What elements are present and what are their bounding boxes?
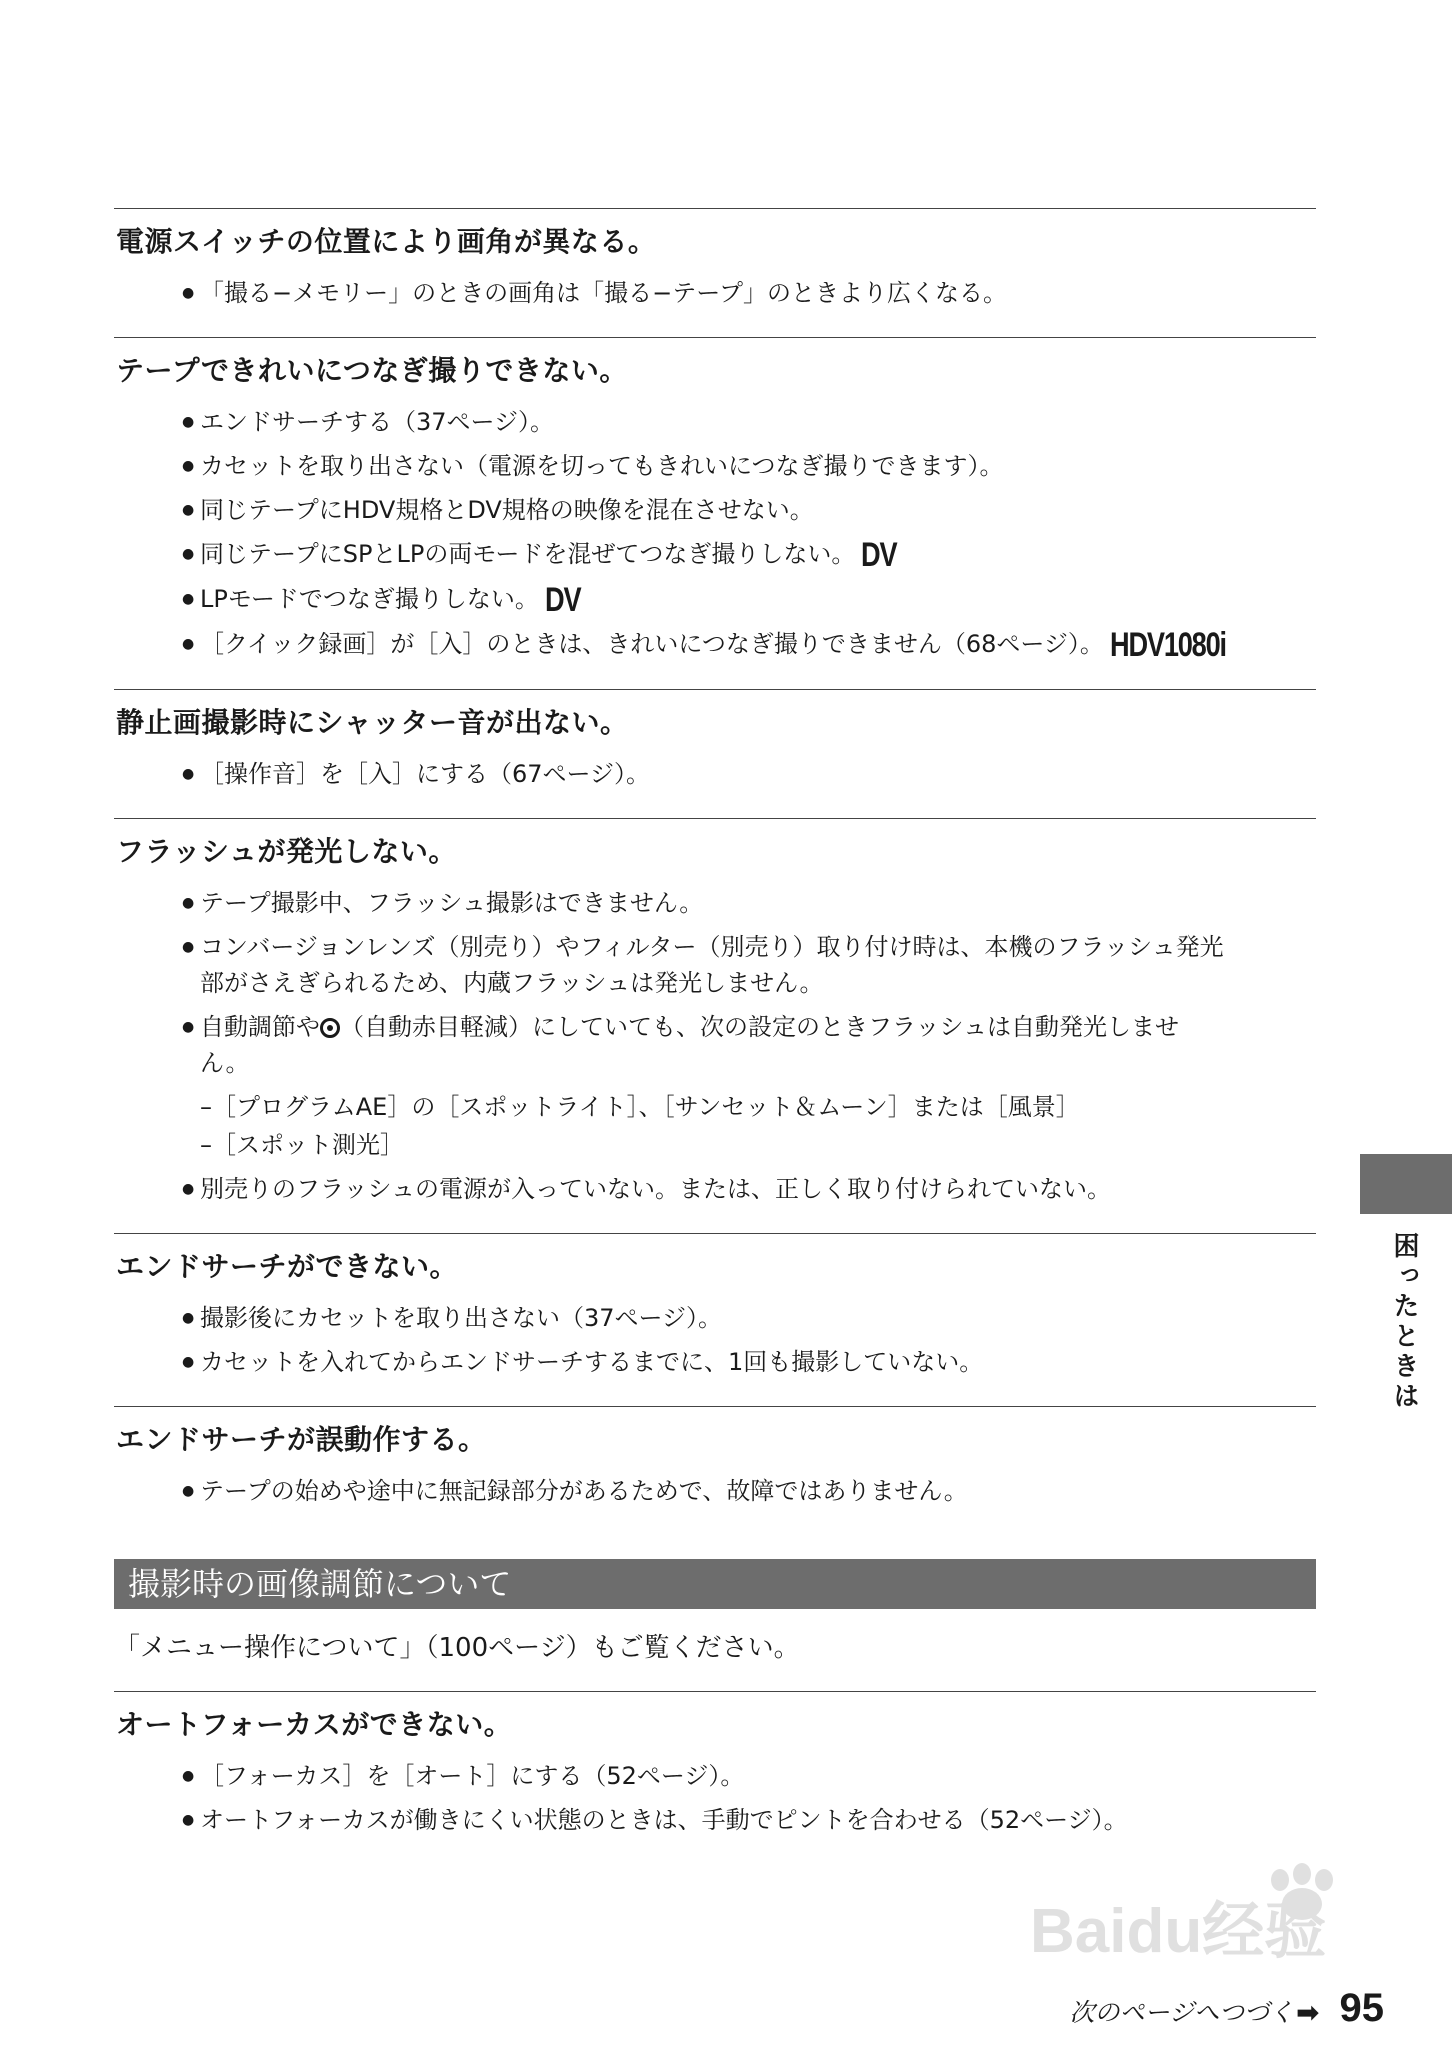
list-item [182,448,1316,484]
section [114,1233,1316,1380]
section-title: エンドサーチができない。 [116,1250,459,1283]
section-title: フラッシュが発光しない。 [116,835,457,868]
list-item [182,492,1316,528]
section-heading-bar: 撮影時の画像調節について [114,1559,1316,1609]
item-text: ［操作音］を［入］にする（67ページ）。 [200,760,651,788]
item-text: （自動赤目軽減）にしていても、次の設定のときフラッシュは自動発光しませ [340,1013,1180,1041]
section [114,1406,1316,1509]
continue-text: 次のページへつづく [1069,1998,1295,2027]
arrow-right-icon: ➡ [1296,1996,1320,2029]
list-item [182,404,1316,440]
list-item [182,929,1316,1001]
item-text: カセットを取り出さない（電源を切ってもきれいにつなぎ撮りできます）。 [200,452,1004,480]
list-item [182,1802,1316,1838]
section-title: テープできれいにつなぎ撮りできない。 [116,354,628,387]
list-item [182,1300,1316,1336]
bullet-list [114,885,1316,1207]
sub-item: –［プログラムAE］の［スポットライト］、［サンセット＆ムーン］または［風景］ [200,1093,1080,1121]
list-item [182,536,1316,573]
list-item [182,1758,1316,1794]
item-text: 自動調節や [200,1013,320,1041]
item-text: 「撮る−メモリー」のときの画角は「撮る−テープ」のときより広くなる。 [200,279,1008,307]
list-item [182,1344,1316,1380]
section-title: エンドサーチが誤動作する。 [116,1423,487,1456]
section-title: オートフォーカスができない。 [116,1708,513,1741]
item-text: 撮影後にカセットを取り出さない（37ページ）。 [200,1304,723,1332]
page-number: 95 [1339,1986,1384,2030]
list-item [182,1473,1316,1509]
item-text: 部がさえぎられるため、内蔵フラッシュは発光しません。 [200,969,824,997]
item-text: ［クイック録画］が［入］のときは、きれいにつなぎ撮りできません（68ページ）。 [200,630,1104,658]
list-item: ● 別売りのフラッシュの電源が入っていない。または、正しく取り付けられていない。 [182,1171,1316,1207]
watermark-logo [1030,1860,1360,1970]
section-title: 電源スイッチの位置により画角が異なる。 [116,225,657,258]
bullet-list [114,275,1316,311]
top-sections [114,208,1316,792]
list-item [182,581,1316,618]
intro-text: 「メニュー操作について」（100ページ）もご覧ください。 [114,1633,800,1663]
section [114,1691,1316,1838]
section [114,337,1316,663]
side-tab [1360,1154,1452,1214]
page-footer [1070,1988,1384,2028]
watermark-text: Baidu经验 [1030,1897,1327,1966]
item-text: 同じテープにSPとLPの両モードを混ぜてつなぎ撮りしない。 [200,540,856,568]
item-text: ［フォーカス］を［オート］にする（52ページ）。 [200,1762,745,1790]
item-text: オートフォーカスが働きにくい状態のときは、手動でピントを合わせる（52ページ）。 [200,1806,1128,1834]
bullet-list [114,756,1316,792]
section [114,208,1316,311]
item-text: エンドサーチする（37ページ）。 [200,408,555,436]
item-text: コンバージョンレンズ（別売り）やフィルター（別売り）取り付け時は、本機のフラッシュ発光 [200,933,1224,961]
list-item: ● テープ撮影中、フラッシュ撮影はできません。 [182,885,1316,921]
page-content [114,208,1316,1864]
section-flash [114,818,1316,1207]
format-tag: DV [544,581,581,619]
section [114,689,1316,792]
list-item [182,1009,1316,1081]
bullet-list [114,404,1316,663]
bullet-list [114,1758,1316,1838]
format-tag: DV [861,536,897,574]
bottom-sections [114,1691,1316,1838]
item-text: LPモードでつなぎ撮りしない。 [200,585,539,613]
bullet-list [114,1473,1316,1509]
side-label: 困ったときは [1389,1232,1419,1412]
sub-item: –［スポット測光］ [200,1131,404,1159]
item-text: 同じテープにHDV規格とDV規格の映像を混在させない。 [200,496,814,524]
red-eye-icon [320,1018,340,1038]
bullet-list [114,1300,1316,1380]
section-title: 静止画撮影時にシャッター音が出ない。 [116,706,629,739]
item-text: カセットを入れてからエンドサーチするまでに、1回も撮影していない。 [200,1348,984,1376]
list-item [182,626,1316,663]
format-tag: HDV1080i [1109,626,1226,664]
list-item [182,756,1316,792]
mid-sections [114,1233,1316,1509]
item-text: テープの始めや途中に無記録部分があるためで、故障ではありません。 [200,1477,968,1505]
list-item [182,275,1316,311]
item-text: ん。 [200,1049,250,1077]
